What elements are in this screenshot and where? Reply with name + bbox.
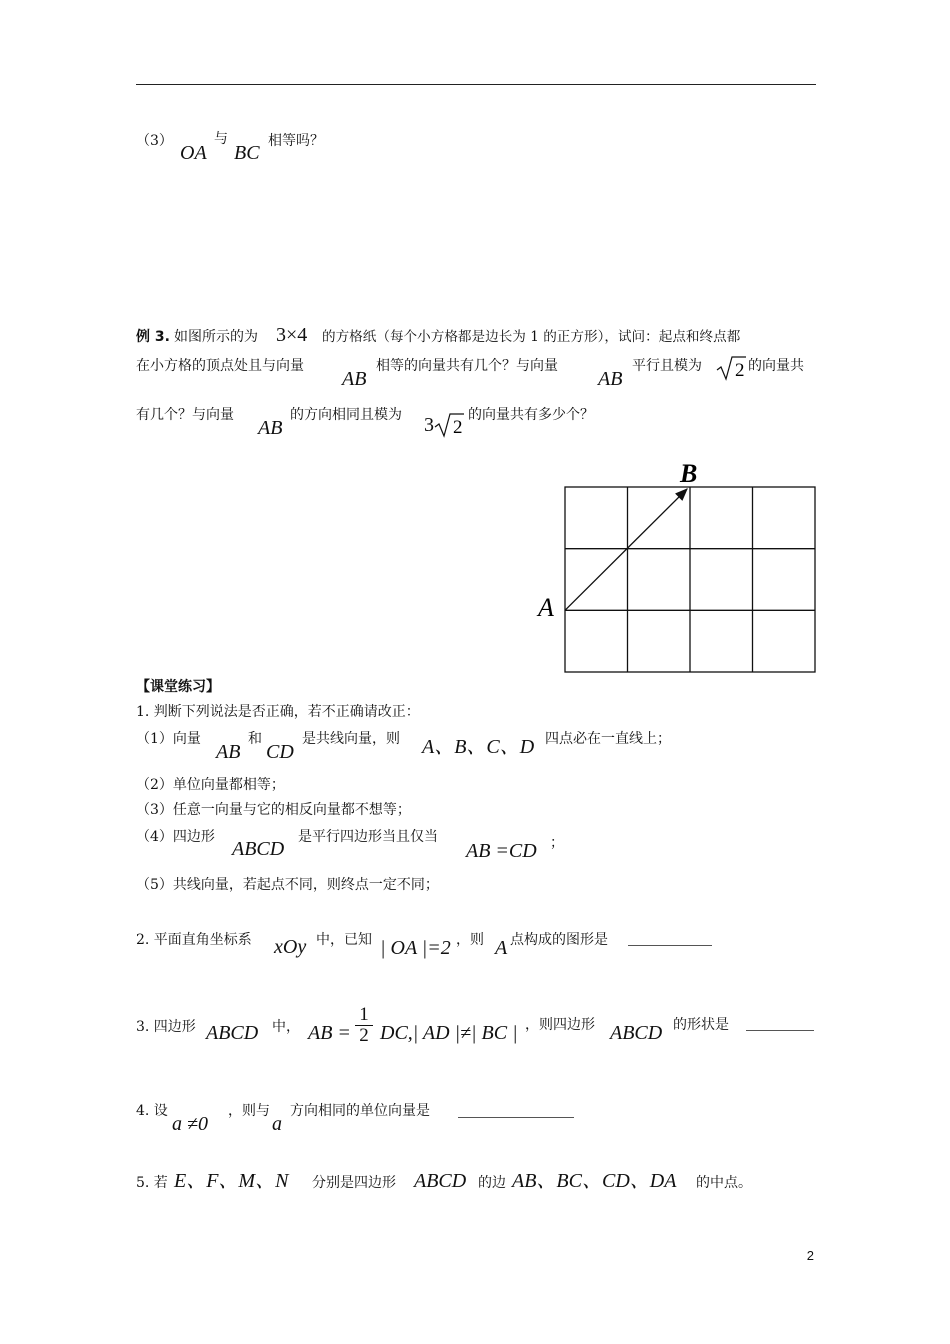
- practice-q2-answer-blank: [628, 945, 712, 946]
- practice-q3c: ，则四边形: [525, 1017, 595, 1033]
- practice-q3a: 3. 四边形: [136, 1019, 196, 1035]
- practice-q5c: 的边: [478, 1175, 506, 1191]
- practice-q5-abcd: ABCD: [414, 1170, 467, 1192]
- example-3-line1b: 的方格纸（每个小方格都是边长为 1 的正方形），试问：起点和终点都: [322, 329, 741, 345]
- practice-q1: 1. 判断下列说法是否正确，若不正确请改正：: [136, 704, 420, 720]
- example-3-vector-ab-3: AB: [258, 417, 283, 439]
- practice-q2b: 中，已知: [316, 932, 372, 948]
- vector-ab-arrow: [565, 489, 687, 610]
- practice-q2d: 点构成的图形是: [510, 932, 608, 948]
- practice-q3-abcd-2: ABCD: [610, 1022, 663, 1044]
- practice-q4-vector: a: [272, 1113, 282, 1135]
- practice-q2c: ，则: [456, 932, 484, 948]
- practice-q1-item5: （5）共线向量，若起点不同，则终点一定不同；: [136, 877, 439, 893]
- grid-lines: [565, 487, 815, 672]
- practice-q1-item4b: 是平行四边形当且仅当: [298, 829, 438, 845]
- example-3-sqrt2: [716, 354, 746, 386]
- practice-q3b: 中，: [272, 1019, 300, 1035]
- example-3-sqrt2-b: [434, 411, 464, 443]
- practice-q1-item1b: 是共线向量，则: [302, 731, 400, 747]
- example-3-line1a: 如图所示的为: [174, 329, 258, 345]
- sqrt-radicand: 2: [735, 360, 745, 381]
- practice-q1-item4a: （4）四边形: [136, 829, 215, 845]
- practice-q4-eq: a ≠0: [172, 1113, 208, 1135]
- practice-q3-answer-blank: [746, 1030, 814, 1031]
- practice-q5b: 分别是四边形: [312, 1175, 396, 1191]
- practice-q4b: ，则与: [228, 1103, 270, 1119]
- practice-q4-answer-blank: [458, 1117, 574, 1118]
- example-3-title: 例 3.: [136, 329, 170, 345]
- practice-q5-sides: AB、BC、CD、DA: [512, 1170, 677, 1192]
- practice-q1-item2: （2）单位向量都相等；: [136, 777, 285, 793]
- practice-q4c: 方向相同的单位向量是: [290, 1103, 430, 1119]
- example-3-line3b: 的方向相同且模为: [290, 407, 402, 423]
- point-a-label: A: [538, 593, 554, 622]
- example-3-line3c: 的向量共有多少个？: [468, 407, 594, 423]
- practice-q5d: 的中点。: [696, 1175, 752, 1191]
- example-3-line2a: 在小方格的顶点处且与向量: [136, 358, 304, 374]
- practice-q2-eq: | OA |=2: [380, 937, 451, 959]
- practice-q1-points: A、B、C、D: [422, 736, 535, 758]
- q3-mid-text: 与: [214, 131, 228, 147]
- example-3-vector-ab: AB: [342, 368, 367, 390]
- practice-q1-abcd: ABCD: [232, 838, 285, 860]
- example-3-coef: 3: [424, 414, 434, 436]
- practice-q2a: 2. 平面直角坐标系: [136, 932, 252, 948]
- practice-q1-item1m: 和: [248, 731, 262, 747]
- practice-q1-item1a: （1）向量: [136, 731, 201, 747]
- practice-q1-vector-cd: CD: [266, 741, 294, 763]
- practice-heading: 【课堂练习】: [136, 679, 220, 695]
- sqrt-sign-icon: [434, 411, 464, 439]
- example-3-line2b: 相等的向量共有几个？与向量: [376, 358, 558, 374]
- practice-q5a: 5. 若: [136, 1175, 168, 1191]
- fraction-denominator: 2: [359, 1025, 369, 1046]
- header-rule: [136, 84, 816, 85]
- practice-q1-item1c: 四点必在一直线上；: [545, 731, 671, 747]
- practice-q2-system: xOy: [274, 936, 307, 958]
- sqrt-radicand: 2: [453, 417, 463, 438]
- page-number: 2: [806, 1248, 814, 1263]
- example-3-line3a: 有几个？与向量: [136, 407, 234, 423]
- practice-q1-vector-ab: AB: [216, 741, 241, 763]
- practice-q3d: 的形状是: [673, 1017, 729, 1033]
- point-b-label: B: [680, 459, 698, 488]
- practice-q3-fraction: [355, 1005, 373, 1046]
- sqrt-sign-icon: [716, 354, 746, 382]
- q3-tail-text: 相等吗？: [268, 133, 324, 149]
- example-3-vector-ab-2: AB: [598, 368, 623, 390]
- q3-vector-oa: OA: [180, 142, 207, 164]
- practice-q3-eq1: AB =: [308, 1022, 351, 1044]
- grid-figure: [530, 455, 830, 680]
- q3-vector-bc: BC: [234, 142, 260, 164]
- example-3-dims: 3×4: [276, 324, 308, 346]
- example-3-line2c: 平行且模为: [632, 358, 702, 374]
- example-3-line2d: 的向量共: [748, 358, 804, 374]
- practice-q3-abcd: ABCD: [206, 1022, 259, 1044]
- q3-label: （3）: [136, 133, 173, 149]
- practice-q1-eq: AB =CD: [466, 840, 537, 862]
- practice-q5-points: E、F、M、N: [174, 1170, 289, 1192]
- practice-q3-eq2: DC,| AD |≠| BC |: [380, 1022, 518, 1044]
- fraction-numerator: 1: [359, 1004, 369, 1025]
- practice-q4a: 4. 设: [136, 1103, 168, 1119]
- practice-q1-item4c: ；: [550, 835, 564, 851]
- practice-q2-point: A: [495, 937, 508, 959]
- practice-q1-item3: （3）任意一向量与它的相反向量都不想等；: [136, 802, 411, 818]
